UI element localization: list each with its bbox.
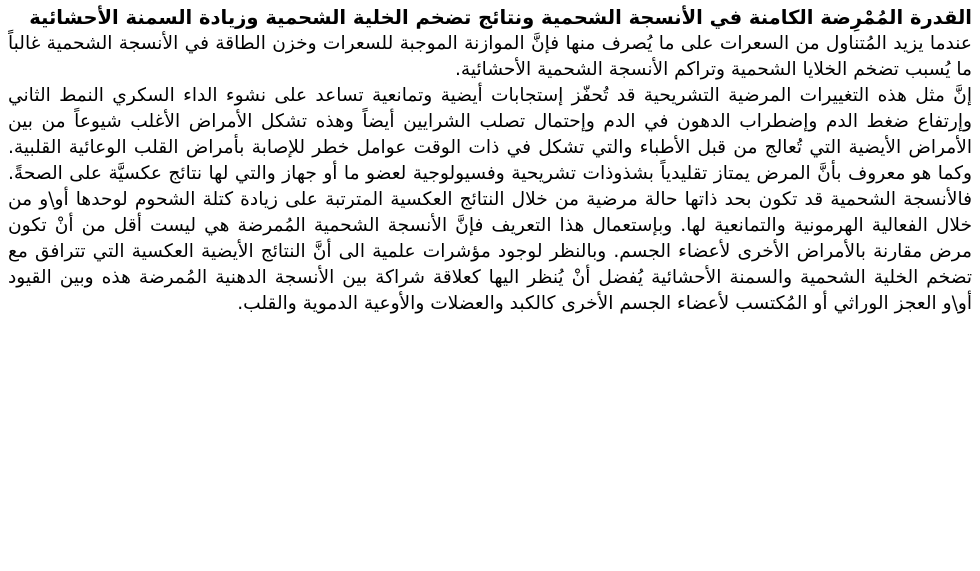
paragraph-2: إنَّ مثل هذه التغييرات المرضية التشريحية قد تُحفّز إستجابات أيضية وتمانعية تساعد على نشوء الداء السكري النمط الثاني وإرتفاع ضغط الدم وإضطراب الدهون في الدم وإحتمال تصلب الشرايين أيضاً وهذه تشكل الأمراض الأغلب شيوعاً من بين الأمراض الأيضية التي تُعالج من قبل الأطباء والتي تشكل في ذات الوقت عوامل خطر للإصابة بأمراض القلب الوعائية القلبية. وكما هو معروف بأنَّ المرض يمتاز تقليدياً بشذوذات تشريحية وفسيولوجية لعضو ما أو جهاز والتي لها نتائج عكسيَّة على الصحةً. فالأنسجة الشحمية قد تكون بحد ذاتها حالة مرضية من خلال النتائج العكسية المترتبة على زيادة كتلة الشحوم لوحدها أو\و من خلال الفعالية الهرمونية والتمانعية لها. وبإستعمال هذا التعريف فإنَّ الأنسجة الشحمية المُمرضة هي ليست أقل من أنْ تكون مرض مقارنة بالأمراض الأخرى لأعضاء الجسم. وبالنظر لوجود مؤشرات علمية الى أنَّ النتائج الأيضية العكسية التي تترافق مع تضخم الخلية الشحمية والسمنة الأحشائية يُفضل أنْ يُنظر اليها كعلاقة شراكة بين الأنسجة الدهنية المُمرضة هذه وبين القيود أو\و العجز الوراثي أو المُكتسب لأعضاء الجسم الأخرى كالكبد والعضلات والأوعية الدموية والقلب. (8, 85, 972, 314)
document-title: القدرة المُمْرِضة الكامنة في الأنسجة الشحمية ونتائج تضخم الخلية الشحمية وزيادة السمنة الأحشائية (29, 6, 972, 29)
paragraph-1: عندما يزيد المُتناول من السعرات على ما يُصرف منها فإنَّ الموازنة الموجبة للسعرات وخزن الطاقة في الأنسجة الشحمية غالباً ما يُسبب تضخم الخلايا الشحمية وتراكم الأنسجة الشحمية الأحشائية. (8, 33, 972, 80)
